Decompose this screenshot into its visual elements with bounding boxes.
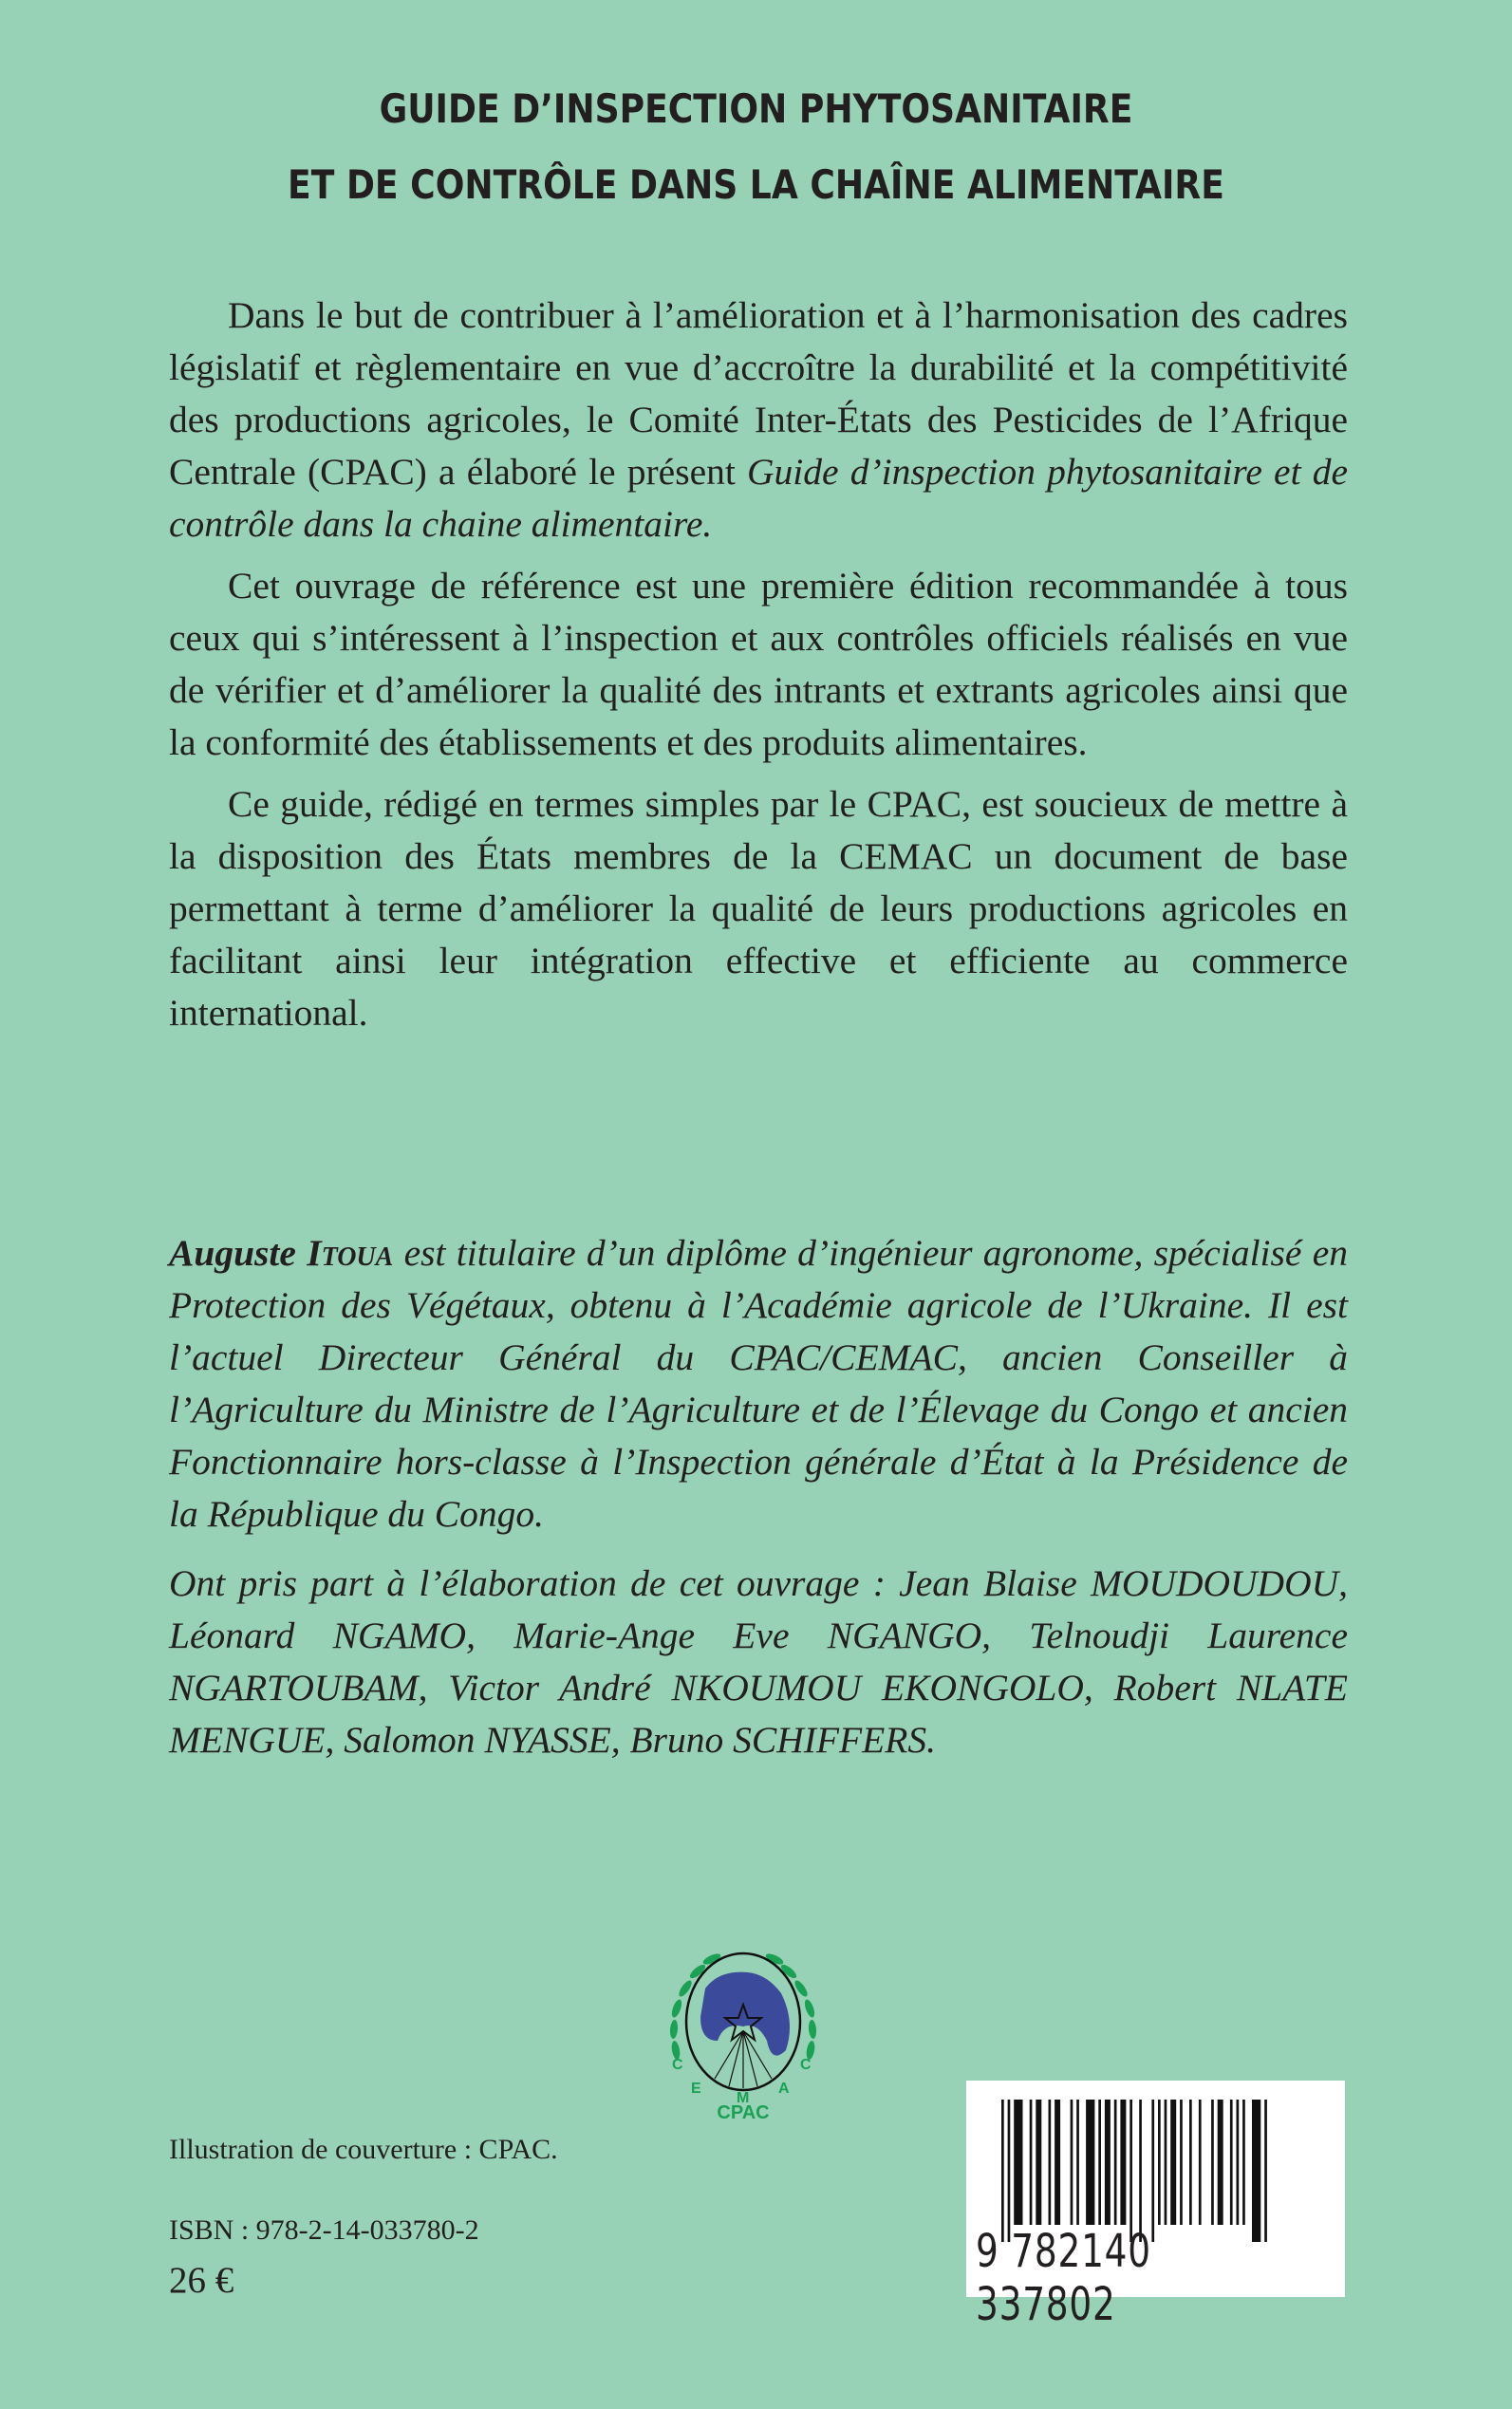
barcode-bar	[1199, 2100, 1202, 2225]
barcode-bar	[1001, 2100, 1004, 2242]
summary-paragraph-1	[169, 289, 1348, 551]
barcode-bar	[1055, 2100, 1060, 2225]
barcode-bar	[1252, 2100, 1260, 2242]
barcode-bar	[1151, 2100, 1154, 2242]
barcode-bars	[987, 2100, 1329, 2242]
book-title-line-2: ET DE CONTRÔLE DANS LA CHAÎNE ALIMENTAIRE	[288, 161, 1224, 208]
summary-p1-text: Dans le but de contribuer à l’amélioration et à l’harmonisation des cadres législatif et règlementaire en vue d’accroître la durabilité et la compétitivité des productions agricoles, le Comité Inter-États des Pesticides de l’Afrique Centrale (CPAC) a élaboré le présent	[169, 294, 1348, 493]
barcode-number: 9 782140 337802	[976, 2225, 1151, 2331]
summary-paragraph-2: Cet ouvrage de référence est une première édition recommandée à tous ceux qui s’intéressent à l’inspection et aux contrôles officiels réalisés en vue de vérifier et d’améliorer la qualité des intrants et extrants agricoles ainsi que la conformité des établissements et des produits alimentaires.	[169, 565, 1348, 763]
svg-text:C: C	[800, 2057, 812, 2073]
price: 26 €	[169, 2260, 234, 2301]
logo-ring-letter: C	[672, 2057, 683, 2073]
svg-text:M: M	[737, 2090, 750, 2106]
summary	[169, 289, 1348, 1049]
author-bio-text: est titulaire d’un diplôme d’ingénieur agronome, spécialisé en Protection des Végétaux, obtenu à l’Académie agricole de l’Ukraine. Il est l’actuel Directeur Général du CPAC/CEMAC, ancien Conseiller à l’Agriculture du Ministre de l’Agriculture et de l’Élevage du Congo et ancien Fonctionnaire hors-classe à l’Inspection générale d’État à la Présidence de la République du Congo.	[169, 1232, 1349, 1535]
barcode-bar	[1036, 2100, 1041, 2225]
barcode-bar	[1242, 2100, 1245, 2225]
author-last-name: Itoua	[307, 1232, 394, 1274]
barcode-bar	[1049, 2100, 1052, 2225]
isbn: ISBN : 978-2-14-033780-2	[169, 2214, 479, 2246]
cpac-cemac-logo	[663, 1946, 824, 2121]
barcode-bar	[1086, 2100, 1094, 2225]
barcode-bar	[1008, 2100, 1011, 2242]
svg-text:E: E	[691, 2081, 701, 2097]
barcode-bar	[1129, 2100, 1132, 2242]
book-title-line-1: GUIDE D’INSPECTION PHYTOSANITAIRE	[379, 85, 1133, 132]
barcode-bar	[1071, 2100, 1073, 2225]
barcode-bar	[1014, 2100, 1022, 2225]
isbn-barcode	[966, 2081, 1345, 2331]
barcode-bar	[1170, 2100, 1176, 2225]
guide-title-italic: Guide d’inspection phytosanitaire et de contrôle dans la chaine alimentaire.	[169, 451, 1348, 545]
barcode-bar	[1120, 2100, 1126, 2225]
barcode-bar	[1211, 2100, 1214, 2225]
barcode-bar	[1230, 2100, 1233, 2225]
barcode-bar	[1114, 2100, 1117, 2225]
illustration-credit: Illustration de couverture : CPAC.	[169, 2134, 558, 2165]
logo-cpac-label: CPAC	[717, 2102, 770, 2121]
summary-paragraph-3: Ce guide, rédigé en termes simples par le CPAC, est soucieux de mettre à la disposition des États membres de la CEMAC un document de base permettant à terme d’améliorer la qualité de leurs productions agricoles en facilitant ainsi leur intégration effective et efficiente au commerce international.	[169, 783, 1348, 1034]
barcode-bar	[1098, 2100, 1101, 2225]
barcode-bar	[1237, 2100, 1240, 2225]
barcode-bar	[1158, 2100, 1161, 2225]
contributors: Ont pris part à l’élaboration de cet ouvrage : Jean Blaise MOUDOUDOU, Léonard NGAMO, Marie-Ange Eve NGANGO, Telnoudji Laurence NGARTOUBAM, Victor André NKOUMOU EKONGOLO, Robert NLATE MENGUE, Salomon NYASSE, Bruno SCHIFFERS.	[169, 1562, 1348, 1761]
svg-text:A: A	[778, 2081, 790, 2097]
barcode-bar	[1139, 2100, 1142, 2242]
author-first-name: Auguste	[169, 1232, 296, 1274]
barcode-bar	[1218, 2100, 1223, 2225]
barcode-bar	[1189, 2100, 1192, 2225]
barcode-bar	[1165, 2100, 1167, 2225]
barcode-bar	[1076, 2100, 1079, 2225]
barcode-bar	[1030, 2100, 1033, 2225]
author-bio	[169, 1227, 1348, 1541]
barcode-bar	[1105, 2100, 1111, 2225]
barcode-bar	[1264, 2100, 1267, 2242]
barcode-bar	[1180, 2100, 1183, 2225]
